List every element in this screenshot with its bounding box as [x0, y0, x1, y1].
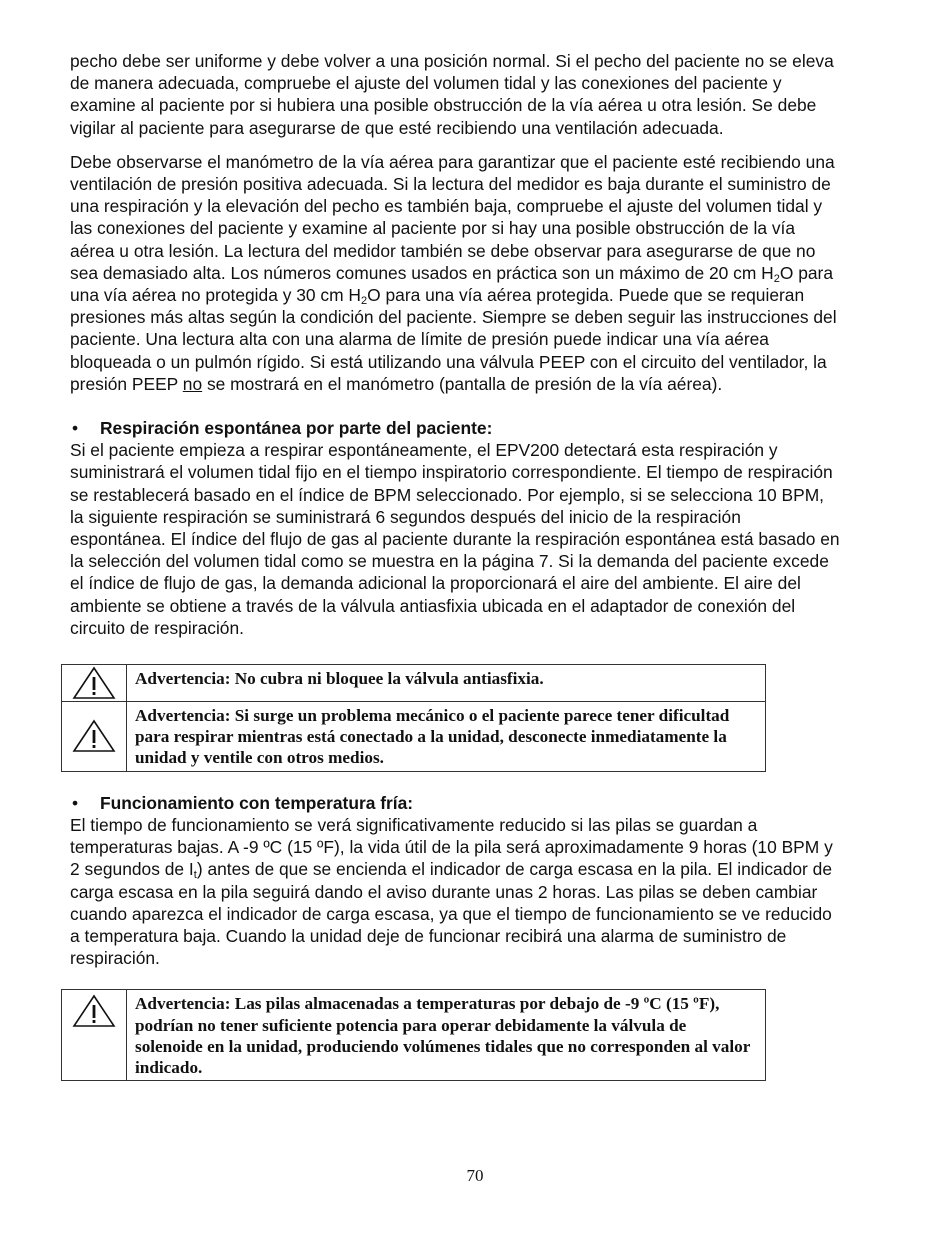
- warning-text: Advertencia: No cubra ni bloquee la válvula antiasfixia.: [127, 665, 766, 702]
- paragraph-airway-manometer: [70, 151, 840, 395]
- warning-icon-cell: [62, 990, 127, 1081]
- heading-text: Respiración espontánea por parte del paciente:: [100, 418, 493, 439]
- paragraph-spontaneous-breathing: Si el paciente empieza a respirar espontáneamente, el EPV200 detectará esta respiración y suministrará el volumen tidal fijo en el tiempo inspiratorio correspondiente. El tiempo de respiración se restablecerá basado en el índice de BPM seleccionado. Por ejemplo, si se selecciona 10 BPM, la siguiente respiración se suministrará 6 segundos después del inicio de la respiración espontánea. El índice del flujo de gas al paciente durante la respiración espontánea está basado en la selección del volumen tidal como se muestra en la página 7. Si la demanda del paciente excede el índice de flujo de gas, la demanda adicional la proporcionará el aire del ambiente. El aire del ambiente se obtiene a través de la válvula antiasfixia ubicada en el adaptador de conexión del circuito de respiración.: [70, 440, 840, 638]
- text-run: O para una vía aérea no protegida y 30 cm H: [70, 262, 834, 306]
- warning-triangle-icon: [72, 719, 116, 753]
- text-run: O para una vía aérea protegida. Puede que se requieran presiones más altas según la condición del paciente. Siempre se deben seguir las instrucciones del paciente. Una lectura alta con una alarma de límite de presión puede indicar una vía aérea bloqueada o un pulmón rígido. Si está utilizando una válvula PEEP con el circuito del ventilador, la presión PEEP: [70, 285, 837, 394]
- warning-icon-cell: [62, 665, 127, 702]
- paragraph-chest-rise: pecho debe ser uniforme y debe volver a una posición normal. Si el pecho del paciente no se eleva de manera adecuada, compruebe el ajuste del volumen tidal y las conexiones del paciente y examine al paciente por si hubiera una posible obstrucción de la vía aérea u otra lesión. Se debe vigilar al paciente para asegurarse de que esté recibiendo una ventilación adecuada.: [70, 51, 834, 138]
- bullet: •: [72, 418, 79, 439]
- text-run: El tiempo de funcionamiento se verá significativamente reducido si las pilas se guardan a temperaturas bajas. A -9 ºC (15 ºF), la vida útil de la pila será aproximadamente 9 horas (10 BPM y 2 segundos de I: [70, 814, 833, 880]
- subscript-2: 2: [773, 272, 780, 285]
- warning-row: [62, 702, 766, 772]
- warning-table-1: [61, 664, 766, 772]
- paragraph-cold-temperature: [70, 814, 840, 969]
- subscript-2: 2: [361, 295, 368, 308]
- warning-table-2: [61, 989, 766, 1081]
- warning-row: [62, 990, 766, 1081]
- page-number: 70: [466, 1166, 484, 1185]
- warning-text: Advertencia: Si surge un problema mecánico o el paciente parece tener dificultad para respirar mientras está conectado a la unidad, desconecte inmediatamente la unidad y ventile con otros medios.: [127, 702, 766, 772]
- warning-text: Advertencia: Las pilas almacenadas a temperaturas por debajo de -9 ºC (15 ºF), podrían no tener suficiente potencia para operar debidamente la válvula de solenoide en la unidad, produciendo volúmenes tidales que no corresponden al valor indicado.: [127, 990, 766, 1081]
- bullet: •: [72, 792, 79, 813]
- warning-row: [62, 665, 766, 702]
- subscript-t: t: [193, 869, 197, 882]
- document-page: [70, 50, 840, 1081]
- underlined-no: no: [182, 373, 203, 394]
- section-heading-cold-temperature: [70, 792, 840, 814]
- text-run: Debe observarse el manómetro de la vía aérea para garantizar que el paciente esté recibiendo una ventilación de presión positiva adecuada. Si la lectura del medidor es baja durante el suministro de una respiración y la elevación del pecho es también baja, compruebe el ajuste del volumen tidal y las conexiones del paciente y examine al paciente por si hay una posible obstrucción de la vía aérea u otra lesión. La lectura del medidor también se debe observar para asegurarse de que no sea demasiado alta. Los números comunes usados en práctica son un máximo de 20 cm H: [70, 151, 835, 283]
- warning-triangle-icon: [72, 994, 116, 1028]
- section-heading-spontaneous-breathing: [70, 417, 840, 439]
- warning-icon-cell: [62, 702, 127, 772]
- heading-text: Funcionamiento con temperatura fría:: [100, 792, 414, 813]
- warning-triangle-icon: [72, 666, 116, 700]
- text-run: ) antes de que se encienda el indicador de carga escasa en la pila. El indicador de carga escasa en la pila seguirá dando el aviso durante unas 2 horas. Las pilas se deben cambiar cuando aparezca el indicador de carga escasa, ya que el tiempo de funcionamiento se ve reducido a temperatura baja. Cuando la unidad deje de funcionar recibirá una alarma de suministro de respiración.: [70, 859, 833, 969]
- text-run: se mostrará en el manómetro (pantalla de presión de la vía aérea).: [202, 373, 723, 394]
